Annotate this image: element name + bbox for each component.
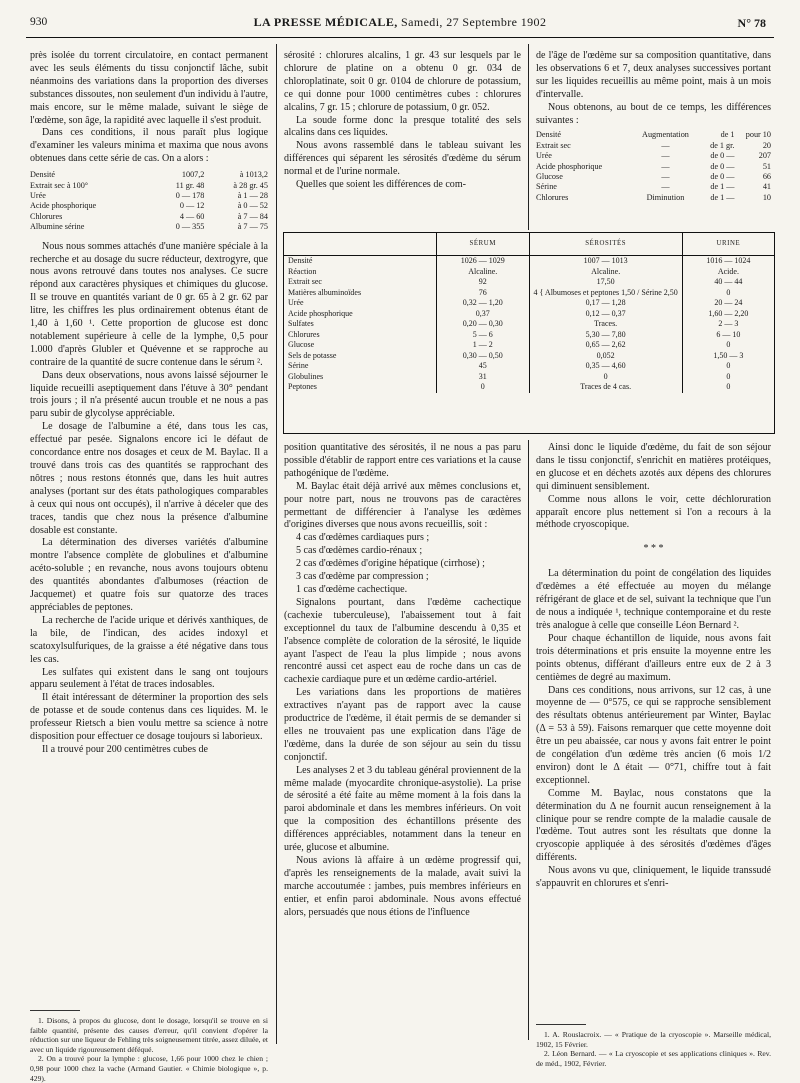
paragraph: Il a trouvé pour 200 centimètres cubes de <box>42 743 208 755</box>
cell-serum: 1026 — 1029 <box>437 256 530 267</box>
paragraph: Les variations dans les proportions de matières extractives n'ayant pas de rapport avec la cause productrice de l'œdème, il était permis de se demander si elles ne trouvaient pas une explication dans l'âge de l'œdème, dans la durée de son séjour au sein du tissu conjonctif. <box>284 687 521 763</box>
cell-label: Acide phosphorique <box>288 308 353 318</box>
table-header-blank <box>284 233 437 256</box>
column-divider-1 <box>276 44 277 1044</box>
column-2-top <box>284 50 521 232</box>
paragraph: Nous obtenons, au bout de ce temps, les différences suivantes : <box>536 101 771 126</box>
cell-urine: Acide. <box>682 267 774 278</box>
cell-urine: 0 <box>682 340 774 351</box>
table-row <box>284 351 774 362</box>
mm-label: Chlorures <box>30 211 63 221</box>
cell-urine: 40 — 44 <box>682 277 774 288</box>
cell-label: Glucose <box>288 340 315 349</box>
cell-serosites: 0 <box>529 372 682 383</box>
footnote: 1. A. Rouslacroix. — « Pratique de la cryoscopie ». Marseille médical, 1902, 15 Février. <box>536 1030 771 1049</box>
table-header-urine: URINE <box>682 233 774 256</box>
diff-from: de 1 gr. <box>710 140 735 150</box>
paragraph: Les sulfates qui existent dans le sang ont toujours apparu seulement à l'état de traces indosables. <box>30 666 268 691</box>
table-header-serum: SÉRUM <box>437 233 530 256</box>
diff-to: 10 <box>762 192 771 202</box>
column-divider-2b <box>528 440 529 1040</box>
paragraph: La recherche de l'acide urique et dérivés xanthiques, de la bile, de l'indican, des acides indoxyl et scatoxylsulfuriques, de la graisse a été négative dans tous les cas. <box>30 614 268 665</box>
table-row <box>284 298 774 309</box>
paragraph: 1 cas d'œdème cachectique. <box>296 583 408 595</box>
paragraph: près isolée du torrent circulatoire, en contact permanent avec les seuls éléments du tissu conjonctif lâche, subit néanmoins des variations dans la proportion des diverses substances dissoutes, non seulement d'un individu à l'autre, mais encore, sur le même malade, suivant le siège de l'œdème, son âge, la rapidité avec laquelle il s'est produit. <box>30 50 268 126</box>
diff-label: Extrait sec <box>536 140 571 150</box>
cell-label: Réaction <box>288 266 317 276</box>
mm-min: 0 — 12 <box>179 201 205 211</box>
cell-serosites: Traces. <box>529 319 682 330</box>
table-row <box>284 288 774 299</box>
footnote-rule <box>30 1010 80 1011</box>
journal-title-line <box>26 15 774 30</box>
table-row <box>284 372 774 383</box>
cell-urine: 0 <box>682 288 774 299</box>
differences-table <box>536 130 771 203</box>
cell-serum: 0,20 — 0,30 <box>437 319 530 330</box>
cell-serum: 0,32 — 1,20 <box>437 298 530 309</box>
cell-serosites: Alcaline. <box>529 267 682 278</box>
cell-label: Peptones <box>288 382 317 391</box>
diff-to: 66 <box>762 172 771 182</box>
table-row <box>536 193 771 203</box>
cell-serosites: 0,12 — 0,37 <box>529 309 682 320</box>
mm-label: Densité <box>30 170 56 180</box>
cell-label: Densité <box>288 256 313 265</box>
diff-sign: Diminution <box>646 192 685 202</box>
mm-label: Urée <box>30 190 46 200</box>
diff-sign: — <box>661 182 670 192</box>
paragraph: Dans ces conditions, il nous paraît plus logique d'examiner les valeurs minima et maxima que nous avons obtenues dans cette série de cas. On a alors : <box>30 127 268 165</box>
cell-serosites: 0,052 <box>529 351 682 362</box>
page-header <box>26 14 774 34</box>
page-number: 930 <box>30 16 48 28</box>
cell-urine: 1,60 — 2,20 <box>682 309 774 320</box>
paragraph: 3 cas d'œdème par compression ; <box>296 571 429 583</box>
diff-sign: — <box>661 140 670 150</box>
footnotes-col3 <box>536 1030 771 1068</box>
paragraph: Comme nous allons le voir, cette déchloruration apparaît encore plus nettement si l'on a recours à la méthode cryoscopique. <box>536 493 771 531</box>
diff-from: de 0 — <box>710 172 735 182</box>
journal-title: LA PRESSE MÉDICALE, <box>253 15 398 29</box>
paragraph: Comme M. Baylac, nous constatons que la détermination du Δ ne fournit aucun renseignement à la clinique pour se rendre compte de la maladie causale de l'œdème. Tout autres sont les résultats que donne la cryoscopie appliquée à des sérosités d'œdèmes d'âges différents. <box>536 787 771 864</box>
paragraph: 5 cas d'œdèmes cardio-rénaux ; <box>296 545 423 557</box>
diff-from: de 1 — <box>710 182 735 192</box>
table-row <box>284 330 774 341</box>
table-row <box>284 277 774 288</box>
cell-urine: 1,50 — 3 <box>682 351 774 362</box>
cell-serosites: 0,17 — 1,28 <box>529 298 682 309</box>
mm-min: 0 — 178 <box>175 190 205 200</box>
mm-label: Extrait sec à 100° <box>30 180 89 190</box>
paragraph: Nous avions là affaire à un œdème progressif qui, d'après les renseignements de la malade, avait suivi la marche accoutumée : jambes, puis membres inférieurs en entier, et enfin paroi abdominale. Nous avons effectué alors, persuadés que nous étions de l'influence <box>284 855 521 918</box>
cell-serum: 5 — 6 <box>437 330 530 341</box>
table-row <box>30 191 268 201</box>
section-separator: * * * <box>643 543 664 555</box>
paragraph: Signalons pourtant, dans l'œdème cachectique (cachexie tuberculeuse), l'abaissement tout à fait exceptionnel du taux de l'albumine descendu à 0,35 et l'absence complète de coloration de la sérosité, le liquide ayant l'aspect de l'eau la plus limpide ; nous avons rencontré aussi cet aspect eau de roche dans un cas de cachexie cardiaque pure et un œdème cardio-artériel. <box>284 596 521 686</box>
paragraph: de l'âge de l'œdème sur sa composition quantitative, dans les observations 6 et 7, deux analyses successives portant sur les liquides recueillis au même point, mais à un mois d'intervalle. <box>536 50 771 100</box>
diff-label: Acide phosphorique <box>536 161 603 171</box>
table-row <box>536 182 771 192</box>
diff-to: 41 <box>762 182 771 192</box>
column-3-bottom <box>536 442 771 1020</box>
table-row <box>284 256 774 267</box>
footnote-rule <box>536 1024 586 1025</box>
cell-urine: 6 — 10 <box>682 330 774 341</box>
cell-label: Sulfates <box>288 319 314 328</box>
paragraph: La soude forme donc la presque totalité des sels alcalins dans ces liquides. <box>284 114 521 139</box>
cell-serosites: 4 { Albumoses et peptones 1,50 / Sérine 2,50 <box>529 288 682 299</box>
cell-serosites: 1007 — 1013 <box>529 256 682 267</box>
table-row <box>536 172 771 182</box>
paragraph: Les analyses 2 et 3 du tableau général proviennent de la même malade (myocardite chronique-asystolie). La prise de sérosité a été faite au même moment à la fois dans la paroi abdominale et dans les membres inférieurs. On voit que la composition des échantillons présente des différences appréciables, notamment dans la teneur en urée, glucose et albumine. <box>284 764 521 854</box>
cell-urine: 20 — 24 <box>682 298 774 309</box>
diff-from: de 1 <box>720 130 735 140</box>
diff-to: 20 <box>762 140 771 150</box>
cell-serum: 31 <box>437 372 530 383</box>
table-row <box>30 212 268 222</box>
cell-serum: 1 — 2 <box>437 340 530 351</box>
footnotes-col1 <box>30 1016 268 1083</box>
table-row <box>284 361 774 372</box>
diff-label: Glucose <box>536 172 563 182</box>
table-row <box>536 162 771 172</box>
table-row <box>284 382 774 393</box>
paragraph: M. Baylac était déjà arrivé aux mêmes conclusions et, pour notre part, nous ne trouvons pas de caractères permettant de différencier à l'analyse les œdèmes d'origines diverses que nous avons recueillis, soit : <box>284 480 521 531</box>
cell-serum: 0,30 — 0,50 <box>437 351 530 362</box>
column-2-bottom <box>284 442 521 1056</box>
cell-serosites: 0,35 — 4,60 <box>529 361 682 372</box>
cell-serum: 0,37 <box>437 309 530 320</box>
mm-max: à 7 — 75 <box>237 222 268 232</box>
mm-max: à 1 — 28 <box>237 190 268 200</box>
mm-min: 1007,2 <box>181 170 205 180</box>
cell-serum: 45 <box>437 361 530 372</box>
minmax-table <box>30 170 268 232</box>
mm-min: 4 — 60 <box>179 211 205 221</box>
paragraph: La détermination des diverses variétés d'albumine montre l'absence complète de globulines et d'albumine acéto-soluble ; en revanche, nous avons toujours obtenu des quantités abondantes d'albumoses (réaction de Jacquemet) et quatre fois sur quatorze des traces appréciables de peptones. <box>30 537 268 613</box>
header-rule <box>26 37 774 38</box>
paragraph: sérosité : chlorures alcalins, 1 gr. 43 sur lesquels par le chlorure de platine on a obtenu 0 gr. 034 de chloroplatinate, soit 0 gr. 0104 de chlorure de potassium, ce qui donne pour 1000 centimètres cubes : chlorures alcalins, 7 gr. 15 ; chlorure de potassium, 0 gr. 052. <box>284 50 521 113</box>
diff-sign: — <box>661 161 670 171</box>
paragraph: Pour chaque échantillon de liquide, nous avons fait trois déterminations et pris ensuite la moyenne entre les points obtenus, différant d'ailleurs entre eux de 2 à 3 centièmes de degré au maximum. <box>536 632 771 683</box>
diff-from: de 0 — <box>710 151 735 161</box>
mm-min: 11 gr. 48 <box>175 180 205 190</box>
footnote: 2. On a trouvé pour la lymphe : glucose, 1,66 pour 1000 chez le chien ; 0,98 pour 1000 chez la vache (Armand Gautier. « Chimie biologique », p. 429). <box>30 1054 268 1083</box>
diff-sign: — <box>661 172 670 182</box>
mm-max: à 0 — 52 <box>237 201 268 211</box>
table-row <box>284 340 774 351</box>
paragraph: Le dosage de l'albumine a été, dans tous les cas, effectué par pesée. Signalons encore ici le défaut de concordance entre nos dosages et ceux de M. Baylac. Il a trouvé dans trois cas des quantités se rapprochant des nôtres ; nous restons étonnés que, dans les huit autres analyses (portant sur des états pathologiques comparables à ceux qui nous ont occupés), il n'arrive à déceler que des traces, tandis que chez nous la présence d'albumine dosable est constante. <box>30 421 268 536</box>
paragraph: position quantitative des sérosités, il ne nous a pas paru possible d'établir de rapport entre ces variations et la cause pathogénique de l'œdème. <box>284 442 521 479</box>
comparison-table <box>283 232 775 434</box>
paragraph: Nous avons vu que, cliniquement, le liquide transsudé s'appauvrit en chlorures et s'enri- <box>536 865 771 890</box>
diff-label: Urée <box>536 151 552 161</box>
footnote: 1. Disons, à propos du glucose, dont le dosage, lorsqu'il se trouve en si faible quantité, présente des causes d'erreur, qu'il convient d'opérer la réduction sur une liqueur de Fehling très soigneusement titrée, assez diluée, et avec un liquide rigoureusement déféqué. <box>30 1016 268 1054</box>
table-row <box>536 151 771 161</box>
mm-label: Acide phosphorique <box>30 201 97 211</box>
table-row <box>30 170 268 180</box>
diff-sign: Augmentation <box>642 130 689 140</box>
diff-label: Chlorures <box>536 192 569 202</box>
cell-serosites: Traces de 4 cas. <box>529 382 682 393</box>
paragraph: Ainsi donc le liquide d'œdème, du fait de son séjour dans le tissu conjonctif, s'enrichit en matières protéiques, en glucose et en déchets azotés aux dépens des chlorures qui diminuent sensiblement. <box>536 442 771 492</box>
cell-urine: 0 <box>682 372 774 383</box>
paragraph: Il était intéressant de déterminer la proportion des sels de potasse et de soude contenus dans ces liquides. M. le professeur Rietsch a bien voulu mettre sa science à notre disposition pour effectuer ce dosage toujours si laborieux. <box>30 692 268 743</box>
column-3-top <box>536 50 771 232</box>
diff-to: pour 10 <box>745 130 771 140</box>
mm-min: 0 — 355 <box>175 222 205 232</box>
cell-label: Urée <box>288 298 304 307</box>
mm-label: Albumine sérine <box>30 222 85 232</box>
mm-max: à 1013,2 <box>239 170 268 180</box>
cell-serosites: 0,65 — 2,62 <box>529 340 682 351</box>
mm-max: à 28 gr. 45 <box>233 180 268 190</box>
cell-serum: 92 <box>437 277 530 288</box>
cell-urine: 0 <box>682 361 774 372</box>
cell-serum: 0 <box>437 382 530 393</box>
table-row <box>284 267 774 278</box>
diff-from: de 1 — <box>710 192 735 202</box>
cell-label: Extrait sec <box>288 277 322 286</box>
paragraph: Quelles que soient les différences de com- <box>296 179 466 191</box>
mm-max: à 7 — 84 <box>237 211 268 221</box>
paragraph: Nous nous sommes attachés d'une manière spéciale à la recherche et au dosage du sucre réducteur, dextrogyre, que nous avons retrouvé dans toutes nos analyses. Ce sucre répond aux caractères physiques et chimiques du glucose. Il se trouve en quantités variant de 0 gr. 65 à 2 gr. 62 par litre, les chiffres les plus ordinairement obtenus étant de 1,40 à 1,60 ¹. Cette proportion de glucose est donc notablement supérieure à celle de la lymphe, 0,5 pour 1.000 d'après Glubler et Quévenne et se rapproche au contraire de la quantité de sucre contenue dans le sérum ². <box>30 240 268 368</box>
cell-serum: Alcaline. <box>437 267 530 278</box>
cell-label: Sels de potasse <box>288 350 337 360</box>
cell-serosites: 5,30 — 7,80 <box>529 330 682 341</box>
diff-label: Densité <box>536 130 562 140</box>
cell-serum: 76 <box>437 288 530 299</box>
paragraph: Dans ces conditions, nous arrivons, sur 12 cas, à une moyenne de — 0°575, ce qui se rapproche sensiblement des résultats obtenus antérieurement par Winter, Baylac (Δ = 53 à 59). Faisons remarquer que cette moyenne doit être un peu abaissée, car nous y avons fait entrer le point de congélation d'un œdème très ancien (6 mois 1/2 environ) dont le Δ était — 0°71, chiffre tout à fait exceptionnel. <box>536 684 771 786</box>
table-row <box>30 201 268 211</box>
issue-number: N° 78 <box>737 16 766 30</box>
diff-to: 51 <box>762 161 771 171</box>
table-row <box>30 222 268 232</box>
paragraph: Nous avons rassemblé dans le tableau suivant les différences qui séparent les sérosités d'œdème du sérum normal et de l'urine normale. <box>284 140 521 178</box>
cell-urine: 2 — 3 <box>682 319 774 330</box>
paragraph: 4 cas d'œdèmes cardiaques purs ; <box>296 532 430 544</box>
table-header-serosites: SÉROSITÉS <box>529 233 682 256</box>
table-row <box>536 130 771 140</box>
cell-urine: 1016 — 1024 <box>682 256 774 267</box>
table-row <box>536 141 771 151</box>
cell-label: Matières albuminoïdes <box>288 287 362 297</box>
table-row <box>284 319 774 330</box>
cell-urine: 0 <box>682 382 774 393</box>
footnote: 2. Léon Bernard. — « La cryoscopie et ses applications cliniques ». Rev. de méd., 1902, Février. <box>536 1049 771 1068</box>
table-row <box>284 309 774 320</box>
paragraph: Dans deux observations, nous avons laissé séjourner le liquide recueilli aseptiquement dans l'étuve à 30° pendant trois jours ; il n'a présenté aucun trouble et ne nous a pas paru subir de glycolyse appréciable. <box>30 369 268 420</box>
cell-label: Sérine <box>288 361 309 370</box>
diff-label: Sérine <box>536 182 557 192</box>
issue-date: Samedi, 27 Septembre 1902 <box>401 15 547 29</box>
paragraph: La détermination du point de congélation des liquides d'œdèmes a été effectuée au moyen du mélange réfrigérant de glace et de sel, suivant la technique que l'un de nous a indiquée ¹, technique contemporaine et du reste très analogue à celle que conseille Léon Bernard ². <box>536 568 771 631</box>
diff-to: 207 <box>758 151 771 161</box>
cell-label: Chlorures <box>288 329 320 339</box>
column-divider-2a <box>528 44 529 230</box>
paragraph: 2 cas d'œdèmes d'origine hépatique (cirrhose) ; <box>296 558 485 570</box>
cell-serosites: 17,50 <box>529 277 682 288</box>
diff-from: de 0 — <box>710 161 735 171</box>
diff-sign: — <box>661 151 670 161</box>
cell-label: Globulines <box>288 371 324 381</box>
table-row <box>30 181 268 191</box>
column-1 <box>30 50 268 1008</box>
